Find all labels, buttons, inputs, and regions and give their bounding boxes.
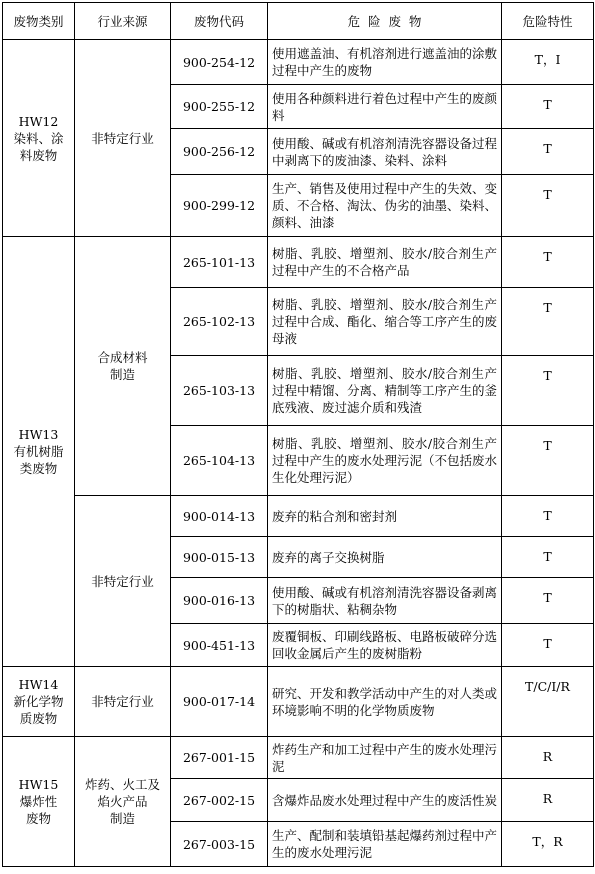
waste-code-cell: 900-014-13	[171, 496, 268, 537]
waste-description-cell: 废弃的粘合剂和密封剂	[268, 496, 502, 537]
header-source: 行业来源	[75, 3, 171, 40]
hazard-property-cell: R	[502, 737, 594, 779]
header-category: 废物类别	[3, 3, 75, 40]
waste-description-cell: 使用酸、碱或有机溶剂清洗容器设备剥离下的树脂状、粘稠杂物	[268, 578, 502, 624]
waste-code-cell: 265-103-13	[171, 356, 268, 426]
waste-description-cell: 生产、销售及使用过程中产生的失效、变质、不合格、淘汰、伪劣的油墨、染料、颜料、油漆	[268, 175, 502, 237]
header-waste: 危 险 废 物	[268, 3, 502, 40]
hazard-property-cell: T	[502, 85, 594, 129]
hazard-property-cell: T，R	[502, 822, 594, 867]
hazard-property-cell: T	[502, 426, 594, 496]
waste-category-cell: HW12 染料、涂 料废物	[3, 40, 75, 237]
waste-description-cell: 使用各种颜料进行着色过程中产生的废颜料	[268, 85, 502, 129]
waste-description-cell: 使用遮盖油、有机溶剂进行遮盖油的涂敷过程中产生的废物	[268, 40, 502, 85]
industry-source-cell: 合成材料 制造	[75, 237, 171, 496]
waste-description-cell: 使用酸、碱或有机溶剂清洗容器设备过程中剥离下的废油漆、染料、涂料	[268, 129, 502, 175]
waste-description-cell: 炸药生产和加工过程中产生的废水处理污泥	[268, 737, 502, 779]
waste-code-cell: 900-015-13	[171, 537, 268, 578]
hazard-property-cell: T	[502, 537, 594, 578]
waste-category-cell: HW14 新化学物 质废物	[3, 667, 75, 737]
hazard-property-cell: T，I	[502, 40, 594, 85]
waste-description-cell: 树脂、乳胶、增塑剂、胶水/胶合剂生产过程中产生的不合格产品	[268, 237, 502, 288]
waste-description-cell: 树脂、乳胶、增塑剂、胶水/胶合剂生产过程中精馏、分离、精制等工序产生的釜底残液、废过滤介质和残渣	[268, 356, 502, 426]
waste-code-cell: 900-254-12	[171, 40, 268, 85]
header-code: 废物代码	[171, 3, 268, 40]
waste-description-cell: 树脂、乳胶、增塑剂、胶水/胶合剂生产过程中合成、酯化、缩合等工序产生的废母液	[268, 288, 502, 356]
hazard-property-cell: T	[502, 624, 594, 667]
waste-code-cell: 267-003-15	[171, 822, 268, 867]
waste-code-cell: 900-299-12	[171, 175, 268, 237]
hazard-property-cell: R	[502, 779, 594, 822]
table-row	[3, 237, 594, 288]
waste-code-cell: 267-002-15	[171, 779, 268, 822]
hazard-property-cell: T/C/I/R	[502, 667, 594, 737]
industry-source-cell: 非特定行业	[75, 667, 171, 737]
industry-source-cell: 非特定行业	[75, 40, 171, 237]
hazard-property-cell: T	[502, 496, 594, 537]
table-row	[3, 667, 594, 737]
waste-code-cell: 900-255-12	[171, 85, 268, 129]
table-row	[3, 40, 594, 85]
table-row	[3, 496, 594, 537]
hazard-property-cell: T	[502, 175, 594, 237]
waste-code-cell: 900-256-12	[171, 129, 268, 175]
waste-category-cell: HW15 爆炸性 废物	[3, 737, 75, 867]
waste-code-cell: 267-001-15	[171, 737, 268, 779]
waste-code-cell: 265-101-13	[171, 237, 268, 288]
waste-code-cell: 900-451-13	[171, 624, 268, 667]
hazard-property-cell: T	[502, 288, 594, 356]
waste-description-cell: 废弃的离子交换树脂	[268, 537, 502, 578]
hazard-property-cell: T	[502, 356, 594, 426]
industry-source-cell: 非特定行业	[75, 496, 171, 667]
header-row	[3, 3, 594, 40]
waste-code-cell: 265-104-13	[171, 426, 268, 496]
header-risk: 危险特性	[502, 3, 594, 40]
hazard-property-cell: T	[502, 129, 594, 175]
hazard-property-cell: T	[502, 578, 594, 624]
industry-source-cell: 炸药、火工及 焰火产品 制造	[75, 737, 171, 867]
table-row	[3, 737, 594, 779]
waste-description-cell: 生产、配制和装填铅基起爆药剂过程中产生的废水处理污泥	[268, 822, 502, 867]
waste-description-cell: 树脂、乳胶、增塑剂、胶水/胶合剂生产过程中产生的废水处理污泥（不包括废水生化处理污泥）	[268, 426, 502, 496]
waste-code-cell: 265-102-13	[171, 288, 268, 356]
hazardous-waste-table	[2, 2, 594, 867]
waste-description-cell: 废覆铜板、印刷线路板、电路板破碎分选回收金属后产生的废树脂粉	[268, 624, 502, 667]
waste-description-cell: 研究、开发和教学活动中产生的对人类或环境影响不明的化学物质废物	[268, 667, 502, 737]
hazard-property-cell: T	[502, 237, 594, 288]
table-body	[3, 40, 594, 867]
waste-code-cell: 900-017-14	[171, 667, 268, 737]
waste-description-cell: 含爆炸品废水处理过程中产生的废活性炭	[268, 779, 502, 822]
waste-category-cell: HW13 有机树脂 类废物	[3, 237, 75, 667]
waste-code-cell: 900-016-13	[171, 578, 268, 624]
